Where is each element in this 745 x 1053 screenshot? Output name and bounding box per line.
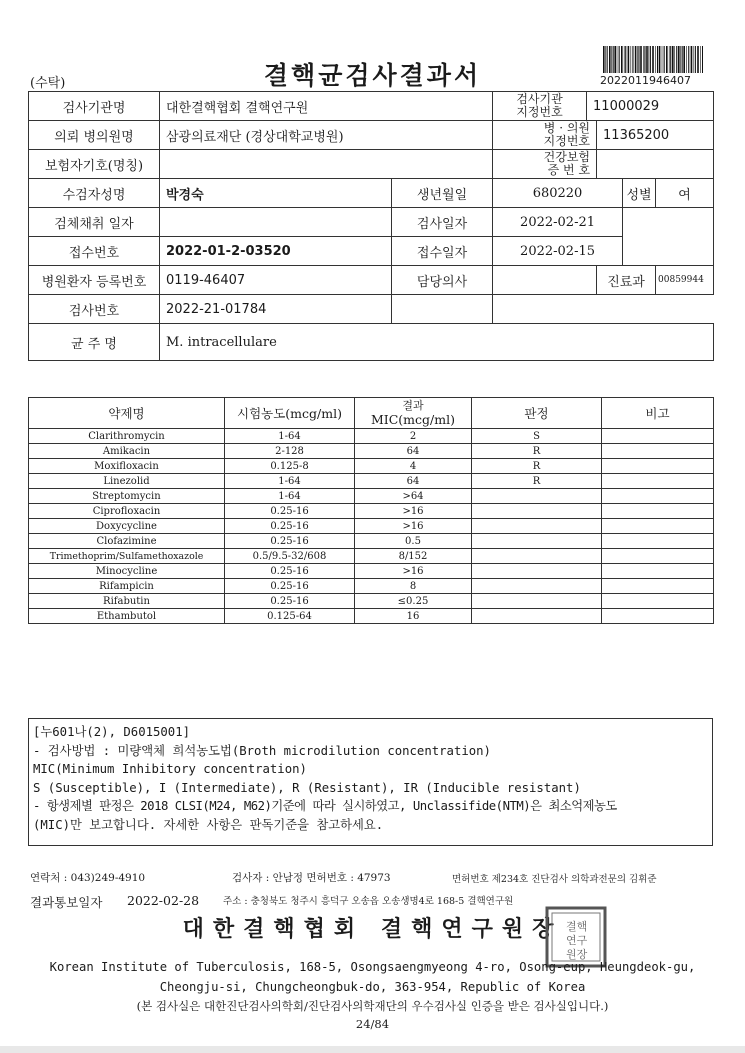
interpretation: R [472,459,602,474]
mic-value: >16 [355,519,472,534]
official-seal [545,906,607,968]
remark [602,534,714,549]
header-result [355,398,472,429]
mic-value: 16 [355,609,472,624]
drug-row [29,519,714,534]
interpretation [472,579,602,594]
mic-value: 64 [355,444,472,459]
remark [602,519,714,534]
header-range: 시험농도(mcg/ml) [225,398,355,429]
address-en-2: Cheongju-si, Chungcheongbuk-do, 363-954, Republic of Korea [159,980,586,994]
drug-name: Trimethoprim/Sulfamethoxazole [29,549,225,564]
drug-row [29,429,714,444]
remark [602,489,714,504]
drug-row [29,609,714,624]
drug-row [29,564,714,579]
test-range: 1-64 [225,489,355,504]
receipt-no-label: 접수번호 [29,237,160,266]
dept-value: 00859944 [656,266,714,295]
interpretation: R [472,444,602,459]
svg-text:원장: 원장 [566,948,588,961]
test-date-value: 2022-02-21 [493,208,623,237]
address-kr: 주소 : 충청북도 청주시 흥덕구 오송읍 오송생명4로 168-5 결핵연구원 [223,896,514,907]
page-number: 24/84 [355,1017,390,1031]
mic-value: 8/152 [355,549,472,564]
remark [602,579,714,594]
patient-name: 박경숙 [160,179,392,208]
page-bottom-bar [0,1046,745,1053]
interpretation: S [472,429,602,444]
drug-name: Minocycline [29,564,225,579]
note-line: (MIC)만 보고합니다. 자세한 사항은 판독기준을 참고하세요. [33,817,384,832]
interpretation: R [472,474,602,489]
header-interp: 판정 [472,398,602,429]
mic-value: 0.5 [355,534,472,549]
drug-name: Clarithromycin [29,429,225,444]
sex-label: 성별 [623,179,656,208]
drug-row [29,549,714,564]
certification: (본 검사실은 대한진단검사의학회/진단검사의학재단의 우수검사실 인증을 받은 검사실입니다.) [136,999,609,1013]
test-range: 0.25-16 [225,534,355,549]
hosp-reg-value: 0119-46407 [160,266,392,295]
test-range: 0.125-8 [225,459,355,474]
clinic-value: 삼광의료재단 (경상대학교병원) [160,121,493,150]
interpretation [472,594,602,609]
address-en-1: Korean Institute of Tuberculosis, 168-5, Osongsaengmyeong 4-ro, Osong-eup, Heungdeok-gu, [49,960,696,974]
insurance-no-label: 건강보험 증 번 호 [493,150,597,179]
interpretation [472,504,602,519]
remark [602,564,714,579]
lab-code-label: 검사기관 지정번호 [493,92,587,121]
lab-value: 대한결핵협회 결핵연구원 [160,92,493,121]
mic-value: >64 [355,489,472,504]
interpretation [472,489,602,504]
birth-label: 생년월일 [392,179,493,208]
test-range: 0.5/9.5-32/608 [225,549,355,564]
test-range: 0.25-16 [225,579,355,594]
clinic-code-label: 병 · 의원 지정번호 [493,121,597,150]
organism-value: M. intracellulare [160,324,714,361]
interpretation [472,564,602,579]
mic-value: >16 [355,504,472,519]
note-line: - 항생제별 판정은 2018 CLSI(M24, M62)기준에 따라 실시하였고, Unclassifide(NTM)은 최소억제농도 [33,799,617,813]
mic-value: >16 [355,564,472,579]
drug-row [29,459,714,474]
remark [602,594,714,609]
drug-row [29,444,714,459]
note-line: - 검사방법 : 미량액체 희석농도법(Broth microdilution concentration) [33,743,491,758]
svg-text:연구: 연구 [566,934,588,947]
contact: 연락처 : 043)249-4910 [30,872,146,884]
remark [602,474,714,489]
mic-value: 4 [355,459,472,474]
barcode [603,46,703,73]
drug-name: Ciprofloxacin [29,504,225,519]
interpretation [472,549,602,564]
lab-label: 검사기관명 [29,92,160,121]
clinic-code-value: 11365200 [597,121,714,150]
lab-code-value: 11000029 [587,92,714,121]
test-range: 0.25-16 [225,519,355,534]
drug-name: Doxycycline [29,519,225,534]
header-result-bottom: MIC(mcg/ml) [371,411,455,427]
patient-info-table [28,91,714,361]
remark [602,429,714,444]
remark [602,609,714,624]
interpretation [472,534,602,549]
insurance-no-value [597,150,714,179]
drug-name: Rifabutin [29,594,225,609]
drug-row [29,474,714,489]
test-range: 1-64 [225,429,355,444]
doctor-value [493,266,597,295]
svg-text:결핵: 결핵 [566,920,588,933]
insurer-value [160,150,493,179]
page-title: 결핵균검사결과서 [263,61,482,90]
drug-row [29,489,714,504]
drug-row [29,579,714,594]
dept-label: 진료과 [597,266,656,295]
clinic-label: 의뢰 병의원명 [29,121,160,150]
receipt-date-value: 2022-02-15 [493,237,623,266]
drug-name: Ethambutol [29,609,225,624]
drug-name: Moxifloxacin [29,459,225,474]
birth-value: 680220 [493,179,623,208]
insurer-label: 보험자기호(명칭) [29,150,160,179]
examiner: 검사자 : 안남정 면허번호 : 47973 [232,872,391,884]
barcode-number: 2022011946407 [600,74,691,87]
exam-no-label: 검사번호 [29,295,160,324]
drug-row [29,504,714,519]
note-line: [누601나(2), D6015001] [33,725,191,739]
note-line: S (Susceptible), I (Intermediate), R (Resistant), IR (Inducible resistant) [33,780,581,795]
test-range: 1-64 [225,474,355,489]
drug-name: Clofazimine [29,534,225,549]
drug-row [29,534,714,549]
mic-value: ≤0.25 [355,594,472,609]
report-date-label: 결과통보일자 [30,895,103,910]
test-range: 2-128 [225,444,355,459]
header-remark: 비고 [602,398,714,429]
header-result-top: 결과 [402,398,424,412]
collect-value [160,208,392,237]
note-line: MIC(Minimum Inhibitory concentration) [33,762,307,776]
test-range: 0.25-16 [225,504,355,519]
organization-name: 대한결핵협회 결핵연구원장 [182,917,563,942]
remark [602,459,714,474]
notes-box [28,718,713,846]
remark [602,444,714,459]
collect-label: 검체채취 일자 [29,208,160,237]
sex-value: 여 [656,179,714,208]
test-date-label: 검사일자 [392,208,493,237]
report-date: 2022-02-28 [127,893,200,908]
mic-value: 2 [355,429,472,444]
organism-label: 균 주 명 [29,324,160,361]
receipt-no-value: 2022-01-2-03520 [160,237,392,266]
test-range: 0.25-16 [225,594,355,609]
drug-name: Linezolid [29,474,225,489]
drug-name: Streptomycin [29,489,225,504]
drug-table [28,397,714,624]
hosp-reg-label: 병원환자 등록번호 [29,266,160,295]
exam-no-value: 2022-21-01784 [160,295,392,324]
patient-label: 수검자성명 [29,179,160,208]
receipt-date-label: 접수일자 [392,237,493,266]
drug-name: Rifampicin [29,579,225,594]
test-range: 0.25-16 [225,564,355,579]
copy-label: (수탁) [30,76,66,91]
header-drug: 약제명 [29,398,225,429]
doctor-label: 담당의사 [392,266,493,295]
specialist: 면허번호 제234호 진단검사 의학과전문의 김휘준 [452,874,657,885]
mic-value: 64 [355,474,472,489]
interpretation [472,609,602,624]
mic-value: 8 [355,579,472,594]
remark [602,504,714,519]
test-range: 0.125-64 [225,609,355,624]
drug-name: Amikacin [29,444,225,459]
drug-row [29,594,714,609]
remark [602,549,714,564]
interpretation [472,519,602,534]
